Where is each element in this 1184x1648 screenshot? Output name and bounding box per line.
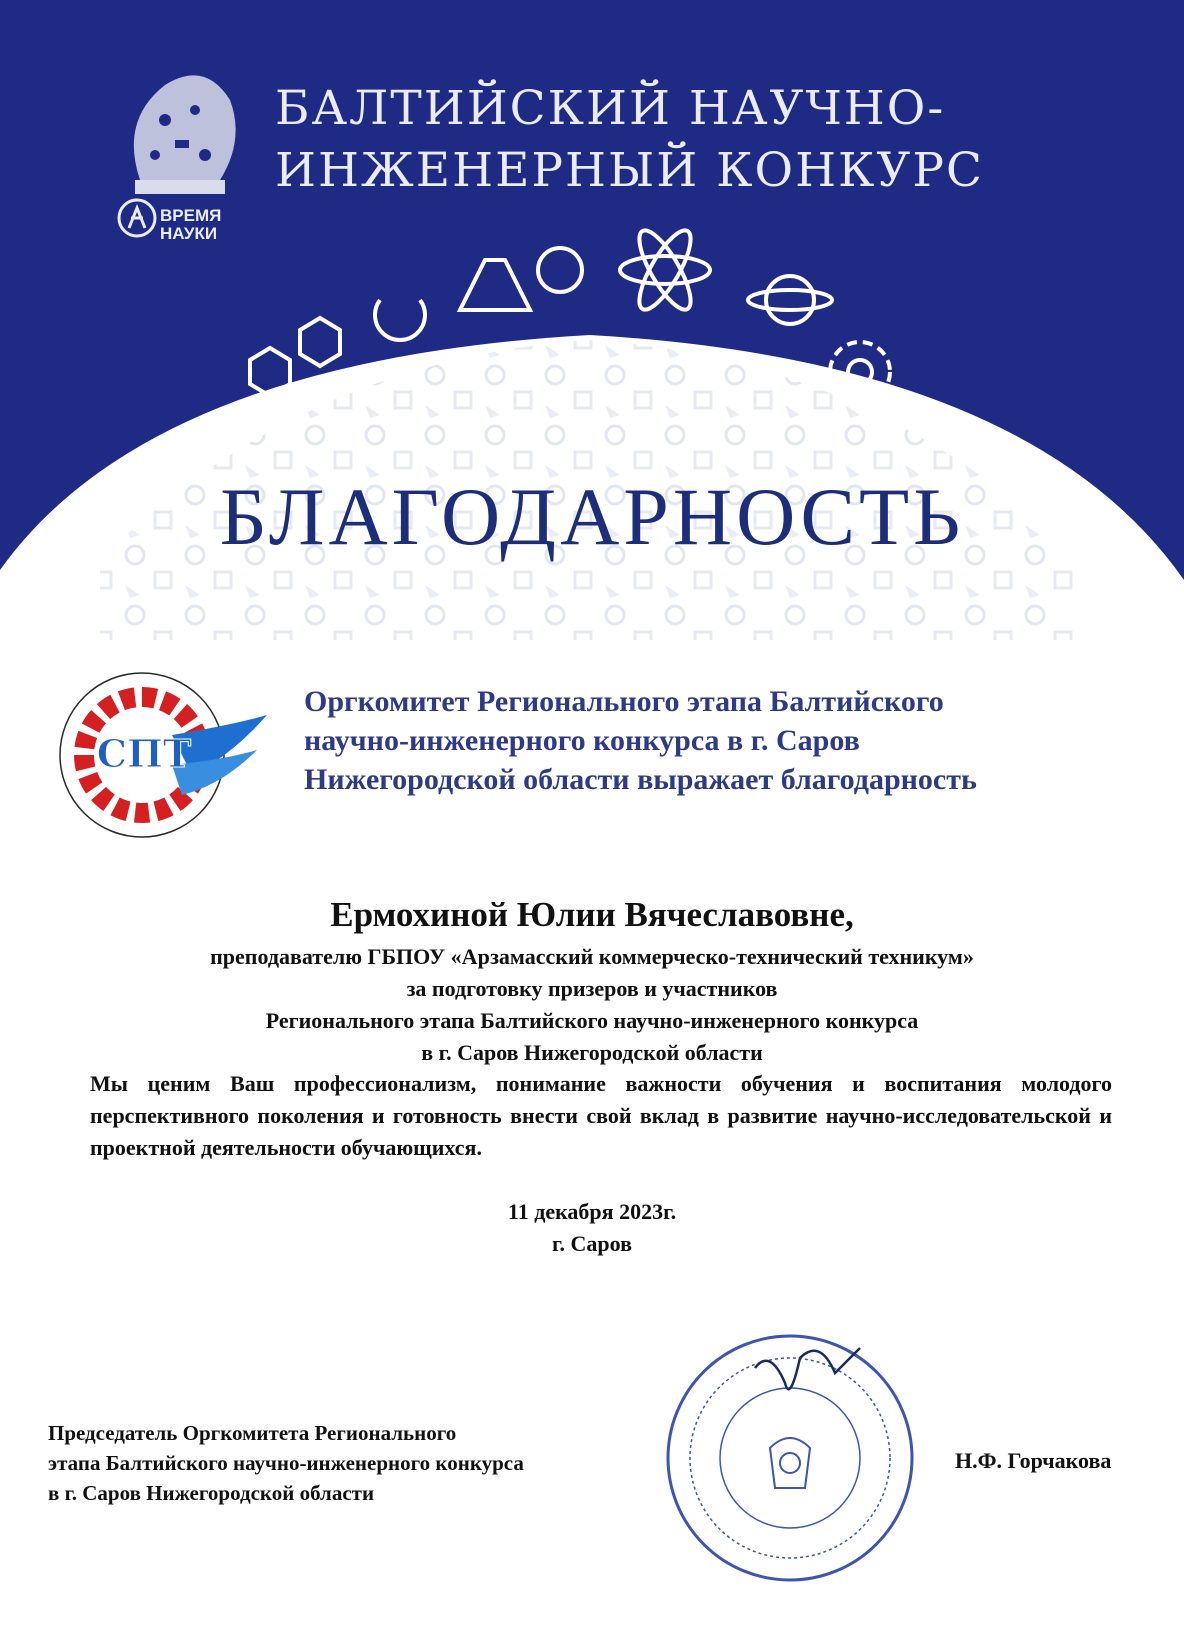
date-block — [0, 1196, 1184, 1260]
position-line: Председатель Оргкомитета Регионального — [48, 1421, 457, 1445]
reason-line: в г. Саров Нижегородской области — [421, 1040, 763, 1065]
contest-title: БАЛТИЙСКИЙ НАУЧНО- ИНЖЕНЕРНЫЙ КОНКУРС — [275, 81, 984, 198]
reason-line: преподавателю ГБПОУ «Арзамасский коммерческо-технический техникум» — [210, 944, 974, 969]
reason-lines — [0, 941, 1184, 1069]
brand-label: ВРЕМЯ НАУКИ — [160, 206, 222, 243]
document-title: БЛАГОДАРНОСТЬ — [219, 471, 965, 562]
reason-line: за подготовку призеров и участников — [406, 976, 778, 1001]
reason-line: Регионального этапа Балтийского научно-инженерного конкурса — [265, 1008, 919, 1033]
signatory-name: Н.Ф. Горчакова — [955, 1448, 1112, 1473]
issue-city: г. Саров — [552, 1231, 632, 1256]
orgcom-statement: Оргкомитет Регионального этапа Балтийского научно-инженерного конкурса в г. Саров Нижегородской области выражает благодарность — [304, 685, 977, 796]
recipient-name: Ермохиной Юлии Вячеславовне, — [330, 895, 854, 934]
appreciation-text: Мы ценим Ваш профессионализм, понимание важности обучения и воспитания молодого перспективного поколения и готовность внести свой вклад в развитие научно-исследовательской и проектной деятельности обучающихся. — [90, 1071, 1112, 1160]
signatory-position — [48, 1418, 688, 1508]
org-logo-letters: СПТ — [96, 731, 192, 776]
position-line: в г. Саров Нижегородской области — [48, 1481, 375, 1505]
position-line: этапа Балтийского научно-инженерного конкурса — [48, 1451, 524, 1475]
official-stamp — [660, 1328, 920, 1588]
org-logo — [52, 665, 270, 845]
issue-date: 11 декабря 2023г. — [507, 1199, 677, 1224]
